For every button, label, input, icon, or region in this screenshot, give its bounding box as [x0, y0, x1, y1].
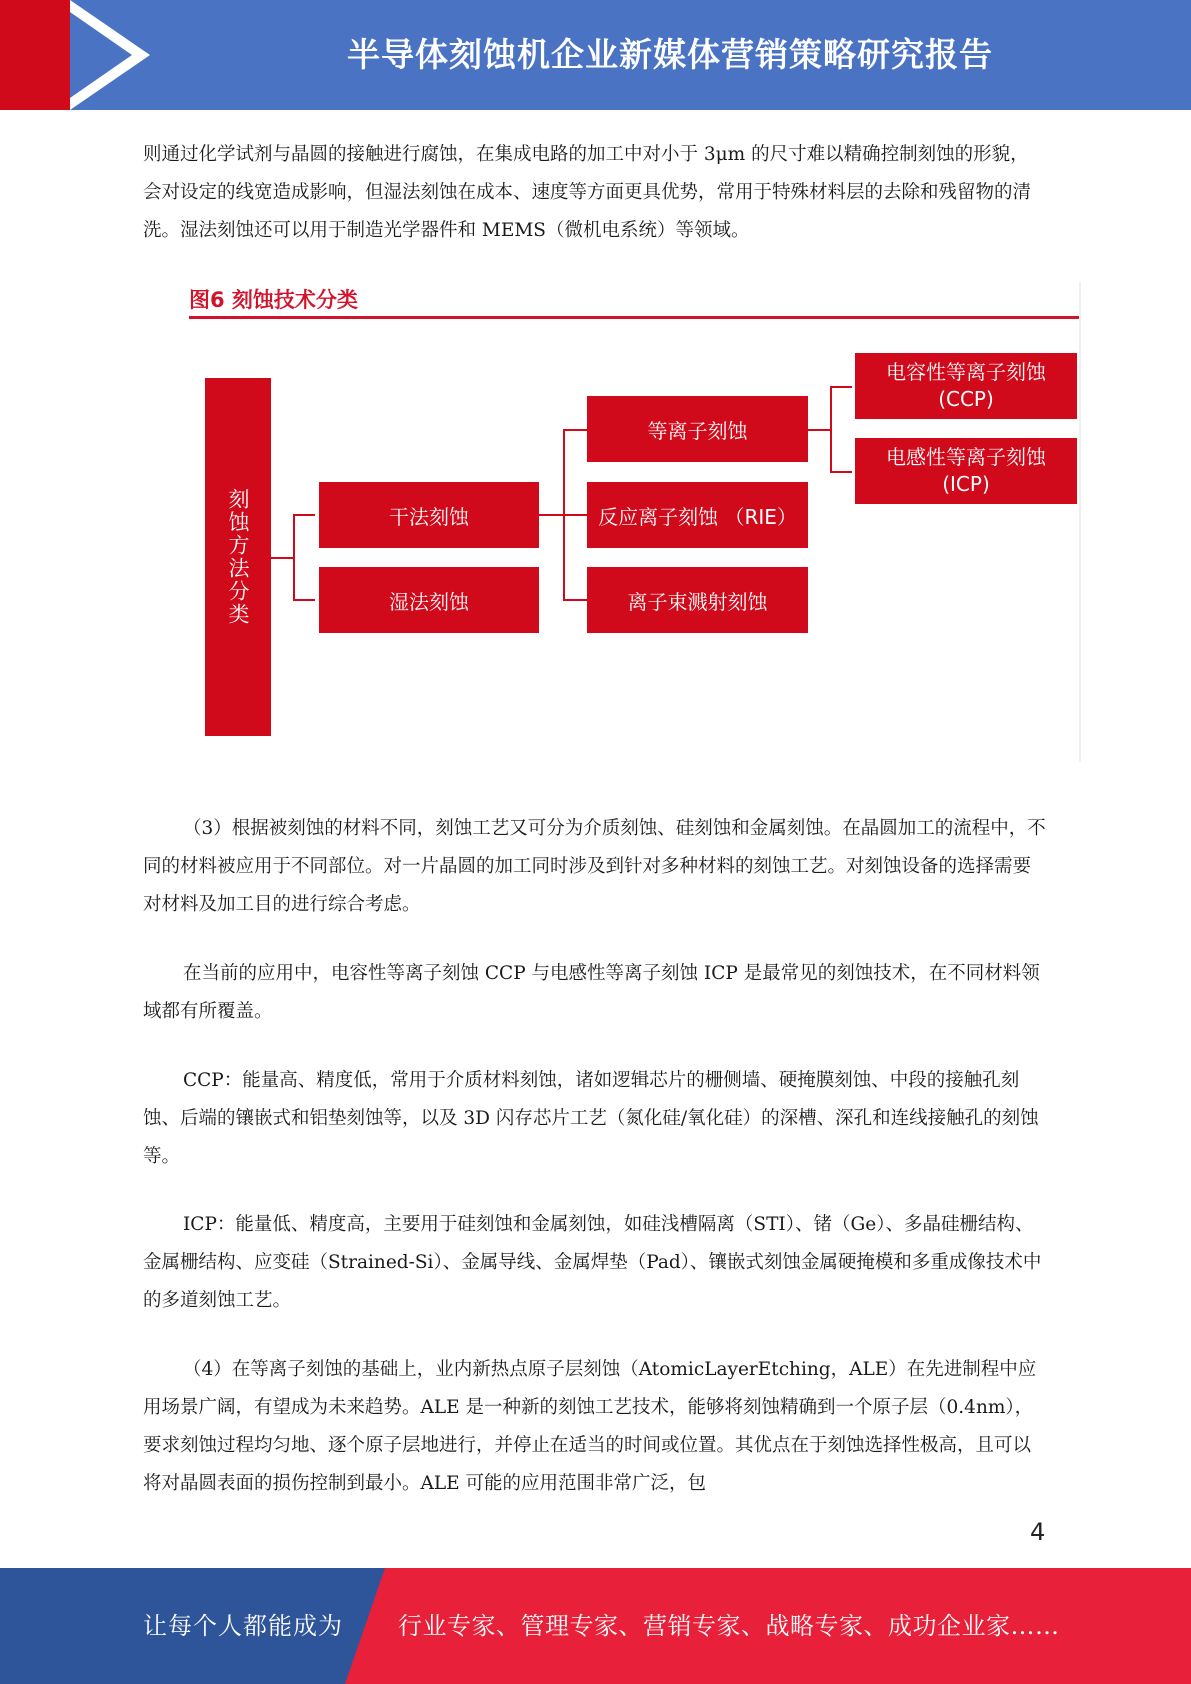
figure-edge [1079, 282, 1081, 762]
node-icp-label: 电感性等离子刻蚀 [886, 445, 1046, 469]
node-etching-methods [205, 378, 271, 736]
connector-icp [830, 471, 852, 473]
header-red-block [0, 0, 70, 110]
node-etching-methods-label: 刻蚀方法分类 [226, 488, 250, 626]
node-plasma-etching [587, 396, 808, 462]
connector-ccp [830, 386, 852, 388]
node-icp [855, 438, 1077, 504]
connector-dry [293, 514, 315, 516]
page-number: 4 [1030, 1518, 1046, 1546]
connector-plasma-out [808, 429, 830, 431]
paragraph-ale: （4）在等离子刻蚀的基础上，业内新热点原子层刻蚀（AtomicLayerEtching，ALE）在先进制程中应用场景广阔，有望成为未来趋势。ALE 是一种新的刻蚀工艺技术，能够将刻蚀精确到一个原子层（0.4nm），要求刻蚀过程均匀地、逐个原子层地进行，并停止在适当的时间或位置。其优点在于刻蚀选择性极高，且可以将对晶圆表面的损伤控制到最小。ALE 可能的应用范围非常广泛，包 [143, 1359, 1037, 1494]
node-dry-etching-label: 干法刻蚀 [389, 504, 469, 529]
node-rie-label: 反应离子刻蚀 （RIE） [598, 504, 797, 529]
node-dry-etching [319, 482, 539, 548]
figure-caption: 图6 刻蚀技术分类 [189, 288, 358, 312]
paragraph-icp: ICP：能量低、精度高，主要用于硅刻蚀和金属刻蚀，如硅浅槽隔离（STI）、锗（Ge）、多晶硅栅结构、金属栅结构、应变硅（Strained-Si）、金属导线、金属焊垫（Pad）、镶嵌式刻蚀金属硬掩模和多重成像技术中的多道刻蚀工艺。 [143, 1214, 1042, 1311]
connector-plasma [563, 429, 587, 431]
node-plasma-etching-label: 等离子刻蚀 [647, 418, 748, 443]
connector-plasma-vertical [830, 386, 832, 472]
paragraph-ccp-icp-common: 在当前的应用中，电容性等离子刻蚀 CCP 与电感性等离子刻蚀 ICP 是最常见的刻蚀技术，在不同材料领域都有所覆盖。 [143, 963, 1040, 1022]
node-ion-beam-etching-label: 离子束溅射刻蚀 [627, 589, 768, 614]
footer-slogan-right: 行业专家、管理专家、营销专家、战略专家、成功企业家…… [398, 1612, 1060, 1640]
node-wet-etching [319, 567, 539, 633]
report-title: 半导体刻蚀机企业新媒体营销策略研究报告 [347, 35, 993, 74]
node-ccp-abbr: (CCP) [938, 387, 994, 411]
node-icp-abbr: (ICP) [942, 472, 990, 496]
paragraph-wet-etching: 则通过化学试剂与晶圆的接触进行腐蚀，在集成电路的加工中对小于 3μm 的尺寸难以精确控制刻蚀的形貌，会对设定的线宽造成影响，但湿法刻蚀在成本、速度等方面更具优势，常用于特殊材料层的去除和残留物的清洗。湿法刻蚀还可以用于制造光学器件和 MEMS（微机电系统）等领域。 [143, 144, 1032, 241]
figure-caption-rule [189, 316, 1081, 319]
page-footer [0, 1568, 1191, 1684]
header-chevron-blue [70, 12, 132, 98]
connector-root [271, 557, 293, 559]
connector-root-vertical [293, 514, 295, 600]
connector-wet [293, 599, 315, 601]
node-wet-etching-label: 湿法刻蚀 [389, 589, 469, 614]
connector-rie [563, 514, 587, 516]
etching-classification-figure [183, 278, 1081, 764]
node-rie [587, 482, 808, 548]
paragraph-ccp: CCP：能量高、精度低，常用于介质材料刻蚀，诸如逻辑芯片的栅侧墙、硬掩膜刻蚀、中段的接触孔刻蚀、后端的镶嵌式和铝垫刻蚀等，以及 3D 闪存芯片工艺（氮化硅/氧化硅）的深槽、深孔和连线接触孔的刻蚀等。 [143, 1070, 1039, 1167]
connector-ion-beam [563, 599, 587, 601]
node-ion-beam-etching [587, 567, 808, 633]
page-header [0, 0, 1191, 110]
node-ccp [855, 353, 1077, 419]
node-ccp-label: 电容性等离子刻蚀 [886, 360, 1046, 384]
footer-slogan-left: 让每个人都能成为 [143, 1612, 343, 1640]
connector-dry-out [539, 514, 563, 516]
paragraph-material-types: （3）根据被刻蚀的材料不同，刻蚀工艺又可分为介质刻蚀、硅刻蚀和金属刻蚀。在晶圆加工的流程中，不同的材料被应用于不同部位。对一片晶圆的加工同时涉及到针对多种材料的刻蚀工艺。对刻蚀设备的选择需要对材料及加工目的进行综合考虑。 [143, 818, 1046, 915]
